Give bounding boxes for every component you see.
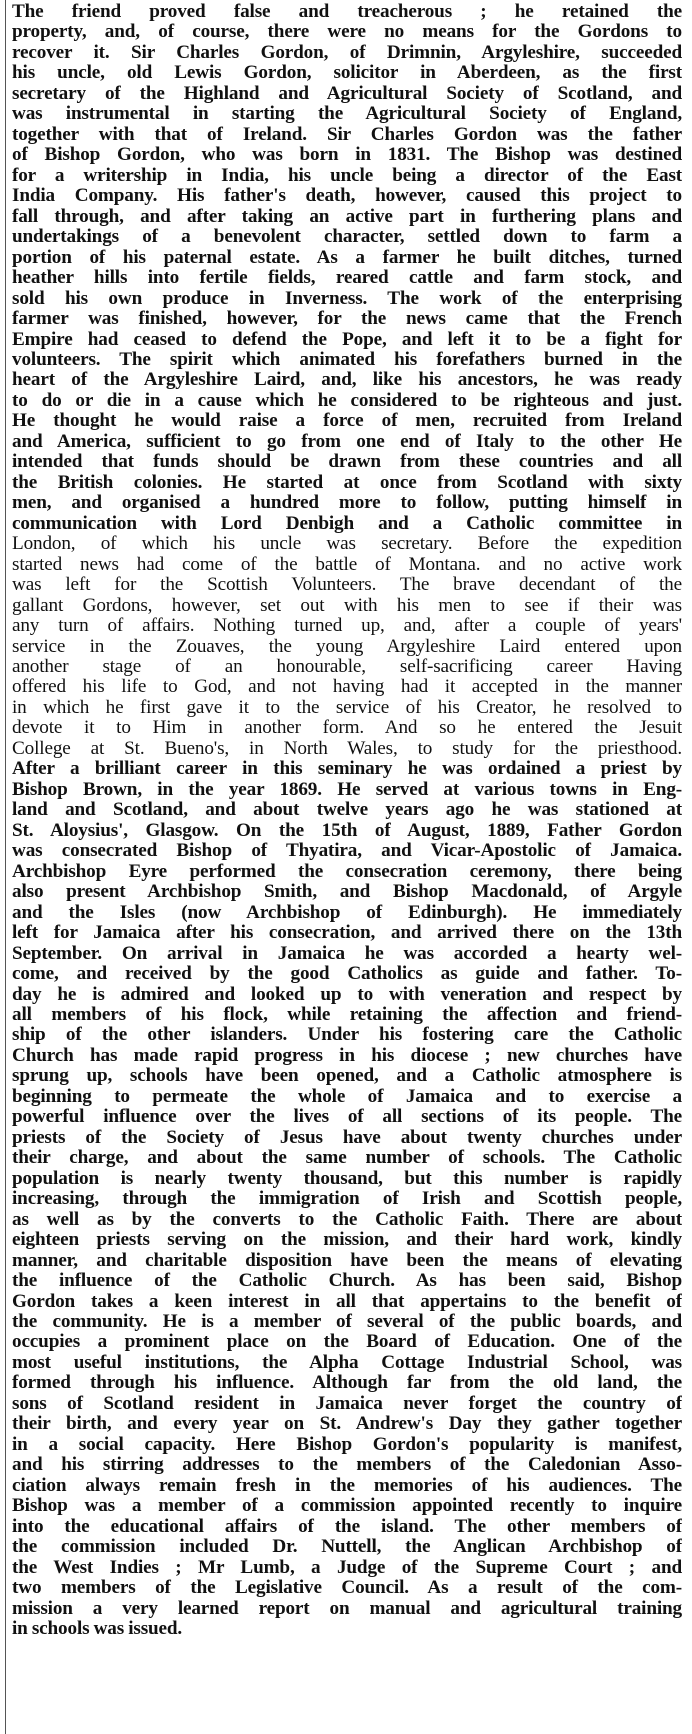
article-line: increasing, through the immigration of Irish and Scottish people, (12, 1189, 682, 1210)
article-line: together with that of Ireland. Sir Charles Gordon was the father (12, 124, 682, 145)
article-line: volunteers. The spirit which animated his forefathers burned in the (12, 349, 682, 370)
article-line: secretary of the Highland and Agricultural Society of Scotland, and (12, 83, 682, 104)
article-line: London, of which his uncle was secretary. Before the expedition (12, 534, 682, 555)
article-line: all members of his flock, while retaining the affection and friend- (12, 1004, 682, 1025)
article-line: the commission included Dr. Nuttell, the Anglican Archbishop of (12, 1537, 682, 1558)
article-line: day he is admired and looked up to with veneration and respect by (12, 984, 682, 1005)
article-line: communication with Lord Denbigh and a Catholic committee in (12, 513, 682, 534)
article-line: recover it. Sir Charles Gordon, of Drimnin, Argyleshire, succeeded (12, 42, 682, 63)
article-line: occupies a prominent place on the Board of Education. One of the (12, 1332, 682, 1353)
article-line: India Company. His father's death, however, caused this project to (12, 186, 682, 207)
article-line: service in the Zouaves, the young Argyleshire Laird entered upon (12, 636, 682, 657)
article-line: Bishop Brown, in the year 1869. He served at various towns in Eng- (12, 779, 682, 800)
article-line: in schools was issued. (12, 1619, 183, 1640)
article-line: mission a very learned report on manual and agricultural training (12, 1598, 682, 1619)
article-line: his uncle, old Lewis Gordon, solicitor in Aberdeen, as the first (12, 63, 682, 84)
article-line: any turn of affairs. Nothing turned up, and, after a couple of years' (12, 616, 682, 637)
article-line: come, and received by the good Catholics as guide and father. To- (12, 964, 682, 985)
article-line: beginning to permeate the whole of Jamaica and to exercise a (12, 1086, 682, 1107)
article-line: was consecrated Bishop of Thyatira, and Vicar-Apostolic of Jamaica. (12, 841, 682, 862)
article-line: also present Archbishop Smith, and Bishop Macdonald, of Argyle (12, 882, 682, 903)
article-line: eighteen priests serving on the mission, and their hard work, kindly (12, 1230, 682, 1251)
article-column (12, 2, 682, 1640)
article-line: most useful institutions, the Alpha Cottage Industrial School, was (12, 1352, 682, 1373)
article-line: was instrumental in starting the Agricultural Society of England, (12, 104, 682, 125)
article-line: men, and organised a hundred more to follow, putting himself in (12, 493, 682, 514)
article-line: manner, and charitable disposition have been the means of elevating (12, 1250, 682, 1271)
article-line: formed through his influence. Although far from the old land, the (12, 1373, 682, 1394)
article-line: powerful influence over the lives of all sections of its people. The (12, 1107, 682, 1128)
article-line: The friend proved false and treacherous ; he retained the (12, 2, 682, 22)
article-line: into the educational affairs of the island. The other members of (12, 1516, 682, 1537)
article-line: Church has made rapid progress in his diocese ; new churches have (12, 1045, 682, 1066)
article-line: undertakings of a benevolent character, settled down to farm a (12, 227, 682, 248)
article-line: started news had come of the battle of Montana. and no active work (12, 554, 682, 575)
article-line: and his stirring addresses to the members of the Caledonian Asso- (12, 1455, 682, 1476)
article-line: Archbishop Eyre performed the consecration ceremony, there being (12, 861, 682, 882)
article-line: of Bishop Gordon, who was born in 1831. The Bishop was destined (12, 145, 682, 166)
article-line: After a brilliant career in this seminary he was ordained a priest by (12, 759, 682, 780)
article-line: He thought he would raise a force of men, recruited from Ireland (12, 411, 682, 432)
article-line: St. Aloysius', Glasgow. On the 15th of August, 1889, Father Gordon (12, 820, 682, 841)
article-line: two members of the Legislative Council. As a result of the com- (12, 1578, 682, 1599)
article-line: Empire had ceased to defend the Pope, and left it to be a fight for (12, 329, 682, 350)
article-line: ciation always remain fresh in the memories of his audiences. The (12, 1475, 682, 1496)
article-line: the influence of the Catholic Church. As has been said, Bishop (12, 1271, 682, 1292)
article-line: sprung up, schools have been opened, and a Catholic atmosphere is (12, 1066, 682, 1087)
article-line: another stage of an honourable, self-sacrificing career Having (12, 657, 682, 677)
article-line: Gordon takes a keen interest in all that appertains to the benefit of (12, 1291, 682, 1312)
article-line: gallant Gordons, however, set out with his men to see if their was (12, 595, 682, 616)
article-line: Bishop was a member of a commission appointed recently to inquire (12, 1496, 682, 1517)
article-line: to do or die in a cause which he considered to be righteous and just. (12, 390, 682, 411)
article-line: the West Indies ; Mr Lumb, a Judge of the Supreme Court ; and (12, 1557, 682, 1578)
article-line: September. On arrival in Jamaica he was accorded a hearty wel- (12, 943, 682, 964)
article-line: devote it to Him in another form. And so he entered the Jesuit (12, 718, 682, 739)
article-line: was left for the Scottish Volunteers. The brave decendant of the (12, 575, 682, 596)
article-line: portion of his paternal estate. As a farmer he built ditches, turned (12, 247, 682, 268)
article-line: their charge, and about the same number of schools. The Catholic (12, 1148, 682, 1169)
article-line: population is nearly twenty thousand, but this number is rapidly (12, 1168, 682, 1189)
article-line: for a writership in India, his uncle being a director of the East (12, 165, 682, 186)
column-rule (5, 0, 6, 1734)
article-line: and America, sufficient to go from one end of Italy to the other He (12, 431, 682, 452)
article-line: ship of the other islanders. Under his fostering care the Catholic (12, 1025, 682, 1046)
article-line: priests of the Society of Jesus have about twenty churches under (12, 1127, 682, 1148)
article-line: fall through, and after taking an active part in furthering plans and (12, 206, 682, 227)
article-line: land and Scotland, and about twelve years ago he was stationed at (12, 800, 682, 821)
article-line: in which he first gave it to the service of his Creator, he resolved to (12, 697, 682, 718)
article-line: property, and, of course, there were no means for the Gordons to (12, 22, 682, 43)
article-line: sons of Scotland resident in Jamaica never forget the country of (12, 1393, 682, 1414)
article-line: as well as by the converts to the Catholic Faith. There are about (12, 1209, 682, 1230)
article-line: offered his life to God, and not having had it accepted in the manner (12, 677, 682, 698)
article-line: the British colonies. He started at once from Scotland with sixty (12, 472, 682, 493)
article-line: College at St. Bueno's, in North Wales, to study for the priesthood. (12, 738, 682, 759)
article-line: intended that funds should be drawn from these countries and all (12, 452, 682, 473)
article-line: and the Isles (now Archbishop of Edinburgh). He immediately (12, 902, 682, 923)
article-line: farmer was finished, however, for the news came that the French (12, 309, 682, 330)
article-line: their birth, and every year on St. Andrew's Day they gather together (12, 1414, 682, 1435)
article-line: in a social capacity. Here Bishop Gordon's popularity is manifest, (12, 1434, 682, 1455)
article-line: the community. He is a member of several of the public boards, and (12, 1312, 682, 1332)
article-line: left for Jamaica after his consecration, and arrived there on the 13th (12, 923, 682, 944)
article-line: sold his own produce in Inverness. The work of the enterprising (12, 288, 682, 309)
article-line: heart of the Argyleshire Laird, and, like his ancestors, he was ready (12, 370, 682, 391)
article-line: heather hills into fertile fields, reared cattle and farm stock, and (12, 268, 682, 289)
